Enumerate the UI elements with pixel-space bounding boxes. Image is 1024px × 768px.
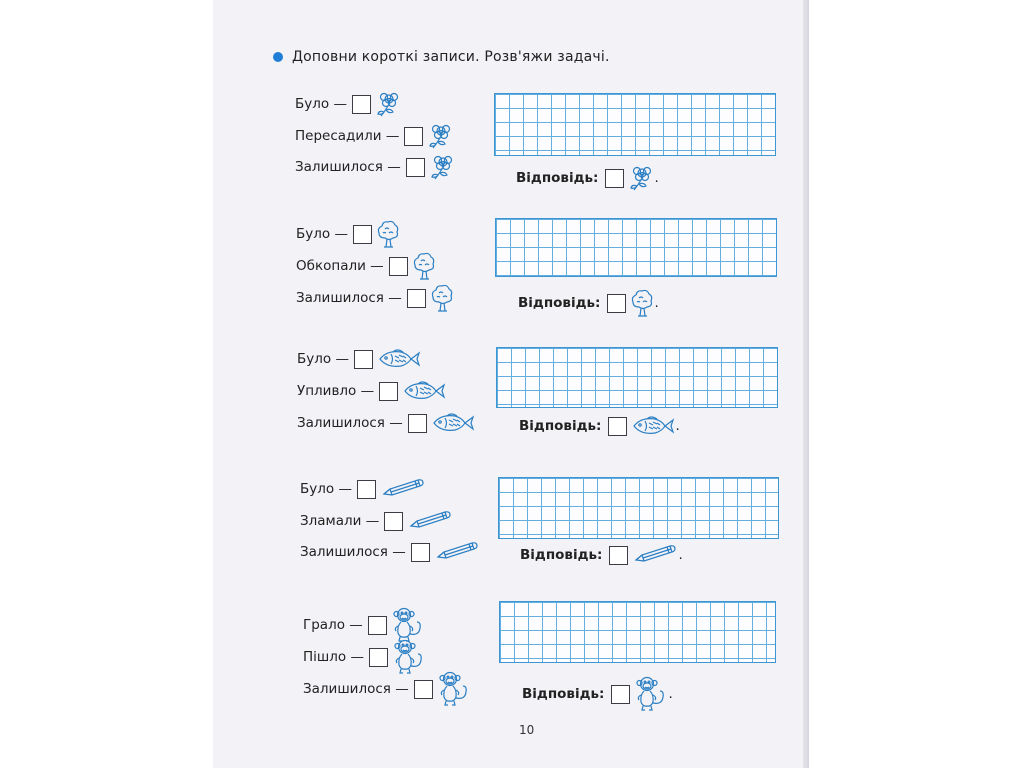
dash: — bbox=[389, 415, 403, 431]
answer-box[interactable] bbox=[611, 685, 630, 704]
answer-box[interactable] bbox=[384, 512, 403, 531]
answer-box[interactable] bbox=[607, 294, 626, 313]
workbook-page bbox=[213, 0, 809, 768]
answer-box[interactable] bbox=[379, 382, 398, 401]
solution-grid[interactable] bbox=[494, 93, 776, 156]
dash: — bbox=[360, 383, 375, 399]
task-row bbox=[295, 122, 453, 150]
task-row bbox=[297, 412, 475, 434]
row-label: Залишилося bbox=[296, 290, 384, 306]
row-label: Було bbox=[300, 481, 335, 497]
fish-icon bbox=[402, 380, 446, 402]
fish-icon bbox=[431, 412, 475, 434]
task-row bbox=[295, 90, 401, 118]
row-label: Пішло bbox=[303, 649, 347, 665]
task-instruction bbox=[273, 49, 610, 65]
pencil-icon bbox=[380, 479, 426, 499]
task-row bbox=[296, 283, 454, 313]
row-label: Пересадили bbox=[295, 128, 382, 144]
answer-period: . bbox=[654, 295, 659, 311]
task-row bbox=[300, 479, 426, 499]
solution-grid[interactable] bbox=[499, 601, 776, 663]
row-label: Залишилося bbox=[297, 415, 385, 431]
fish-icon bbox=[377, 348, 421, 370]
answer-box[interactable] bbox=[608, 417, 627, 436]
page-number: 10 bbox=[519, 723, 535, 737]
row-label: Залишилося bbox=[295, 159, 383, 175]
answer-box[interactable] bbox=[411, 543, 430, 562]
row-label: Залишилося bbox=[303, 681, 391, 697]
answer-box[interactable] bbox=[354, 350, 373, 369]
row-label: Було bbox=[296, 226, 331, 242]
answer-period: . bbox=[678, 547, 683, 563]
flower-icon bbox=[628, 164, 654, 192]
answer-period: . bbox=[654, 170, 659, 186]
answer-label: Відповідь: bbox=[518, 295, 601, 311]
task-row bbox=[296, 219, 400, 249]
answer-box[interactable] bbox=[353, 225, 372, 244]
answer-label: Відповідь: bbox=[516, 170, 599, 186]
dash: — bbox=[349, 617, 363, 633]
flower-icon bbox=[427, 122, 453, 150]
answer-box[interactable] bbox=[605, 169, 624, 188]
dash: — bbox=[338, 481, 352, 497]
answer-label: Відповідь: bbox=[519, 418, 602, 434]
dash: — bbox=[335, 351, 349, 367]
flower-icon bbox=[429, 153, 455, 181]
dash: — bbox=[370, 258, 384, 274]
dash: — bbox=[365, 513, 380, 529]
pencil-icon bbox=[434, 542, 480, 562]
bullet-icon bbox=[273, 52, 283, 62]
dash: — bbox=[385, 128, 400, 144]
answer-line bbox=[518, 288, 659, 318]
solution-grid[interactable] bbox=[496, 347, 778, 408]
answer-box[interactable] bbox=[406, 158, 425, 177]
monkey-icon bbox=[437, 670, 471, 708]
answer-line bbox=[520, 545, 683, 565]
answer-box[interactable] bbox=[407, 289, 426, 308]
tree-icon bbox=[430, 283, 454, 313]
tree-icon bbox=[376, 219, 400, 249]
answer-line bbox=[522, 675, 673, 713]
tree-icon bbox=[412, 251, 436, 281]
answer-box[interactable] bbox=[389, 257, 408, 276]
flower-icon bbox=[375, 90, 401, 118]
answer-box[interactable] bbox=[609, 546, 628, 565]
row-label: Зламали bbox=[300, 513, 362, 529]
solution-grid[interactable] bbox=[495, 218, 777, 277]
answer-box[interactable] bbox=[369, 648, 388, 667]
task-row bbox=[295, 153, 455, 181]
instruction-text: Доповни короткі записи. Розв'яжи задачі. bbox=[292, 49, 610, 65]
answer-box[interactable] bbox=[352, 95, 371, 114]
dash: — bbox=[388, 290, 402, 306]
answer-box[interactable] bbox=[404, 127, 423, 146]
monkey-icon bbox=[634, 675, 668, 713]
answer-box[interactable] bbox=[414, 680, 433, 699]
answer-box[interactable] bbox=[368, 616, 387, 635]
row-label: Залишилося bbox=[300, 544, 388, 560]
row-label: Упливло bbox=[297, 383, 357, 399]
pencil-icon bbox=[632, 545, 678, 565]
task-row bbox=[300, 511, 453, 531]
answer-period: . bbox=[668, 686, 673, 702]
dash: — bbox=[333, 96, 347, 112]
task-row bbox=[303, 670, 471, 708]
row-label: Було bbox=[297, 351, 332, 367]
tree-icon bbox=[630, 288, 654, 318]
answer-line bbox=[519, 415, 680, 437]
answer-box[interactable] bbox=[408, 414, 427, 433]
dash: — bbox=[350, 649, 364, 665]
task-row bbox=[296, 251, 436, 281]
dash: — bbox=[334, 226, 348, 242]
row-label: Було bbox=[295, 96, 330, 112]
answer-period: . bbox=[675, 418, 680, 434]
answer-line bbox=[516, 164, 659, 192]
task-row bbox=[297, 348, 421, 370]
answer-label: Відповідь: bbox=[522, 686, 605, 702]
task-row bbox=[297, 380, 446, 402]
pencil-icon bbox=[407, 511, 453, 531]
task-row bbox=[300, 542, 480, 562]
row-label: Обкопали bbox=[296, 258, 366, 274]
dash: — bbox=[387, 159, 401, 175]
answer-box[interactable] bbox=[357, 480, 376, 499]
row-label: Грало bbox=[303, 617, 345, 633]
dash: — bbox=[392, 544, 406, 560]
answer-label: Відповідь: bbox=[520, 547, 603, 563]
fish-icon bbox=[631, 415, 675, 437]
dash: — bbox=[395, 681, 409, 697]
solution-grid[interactable] bbox=[498, 477, 779, 539]
